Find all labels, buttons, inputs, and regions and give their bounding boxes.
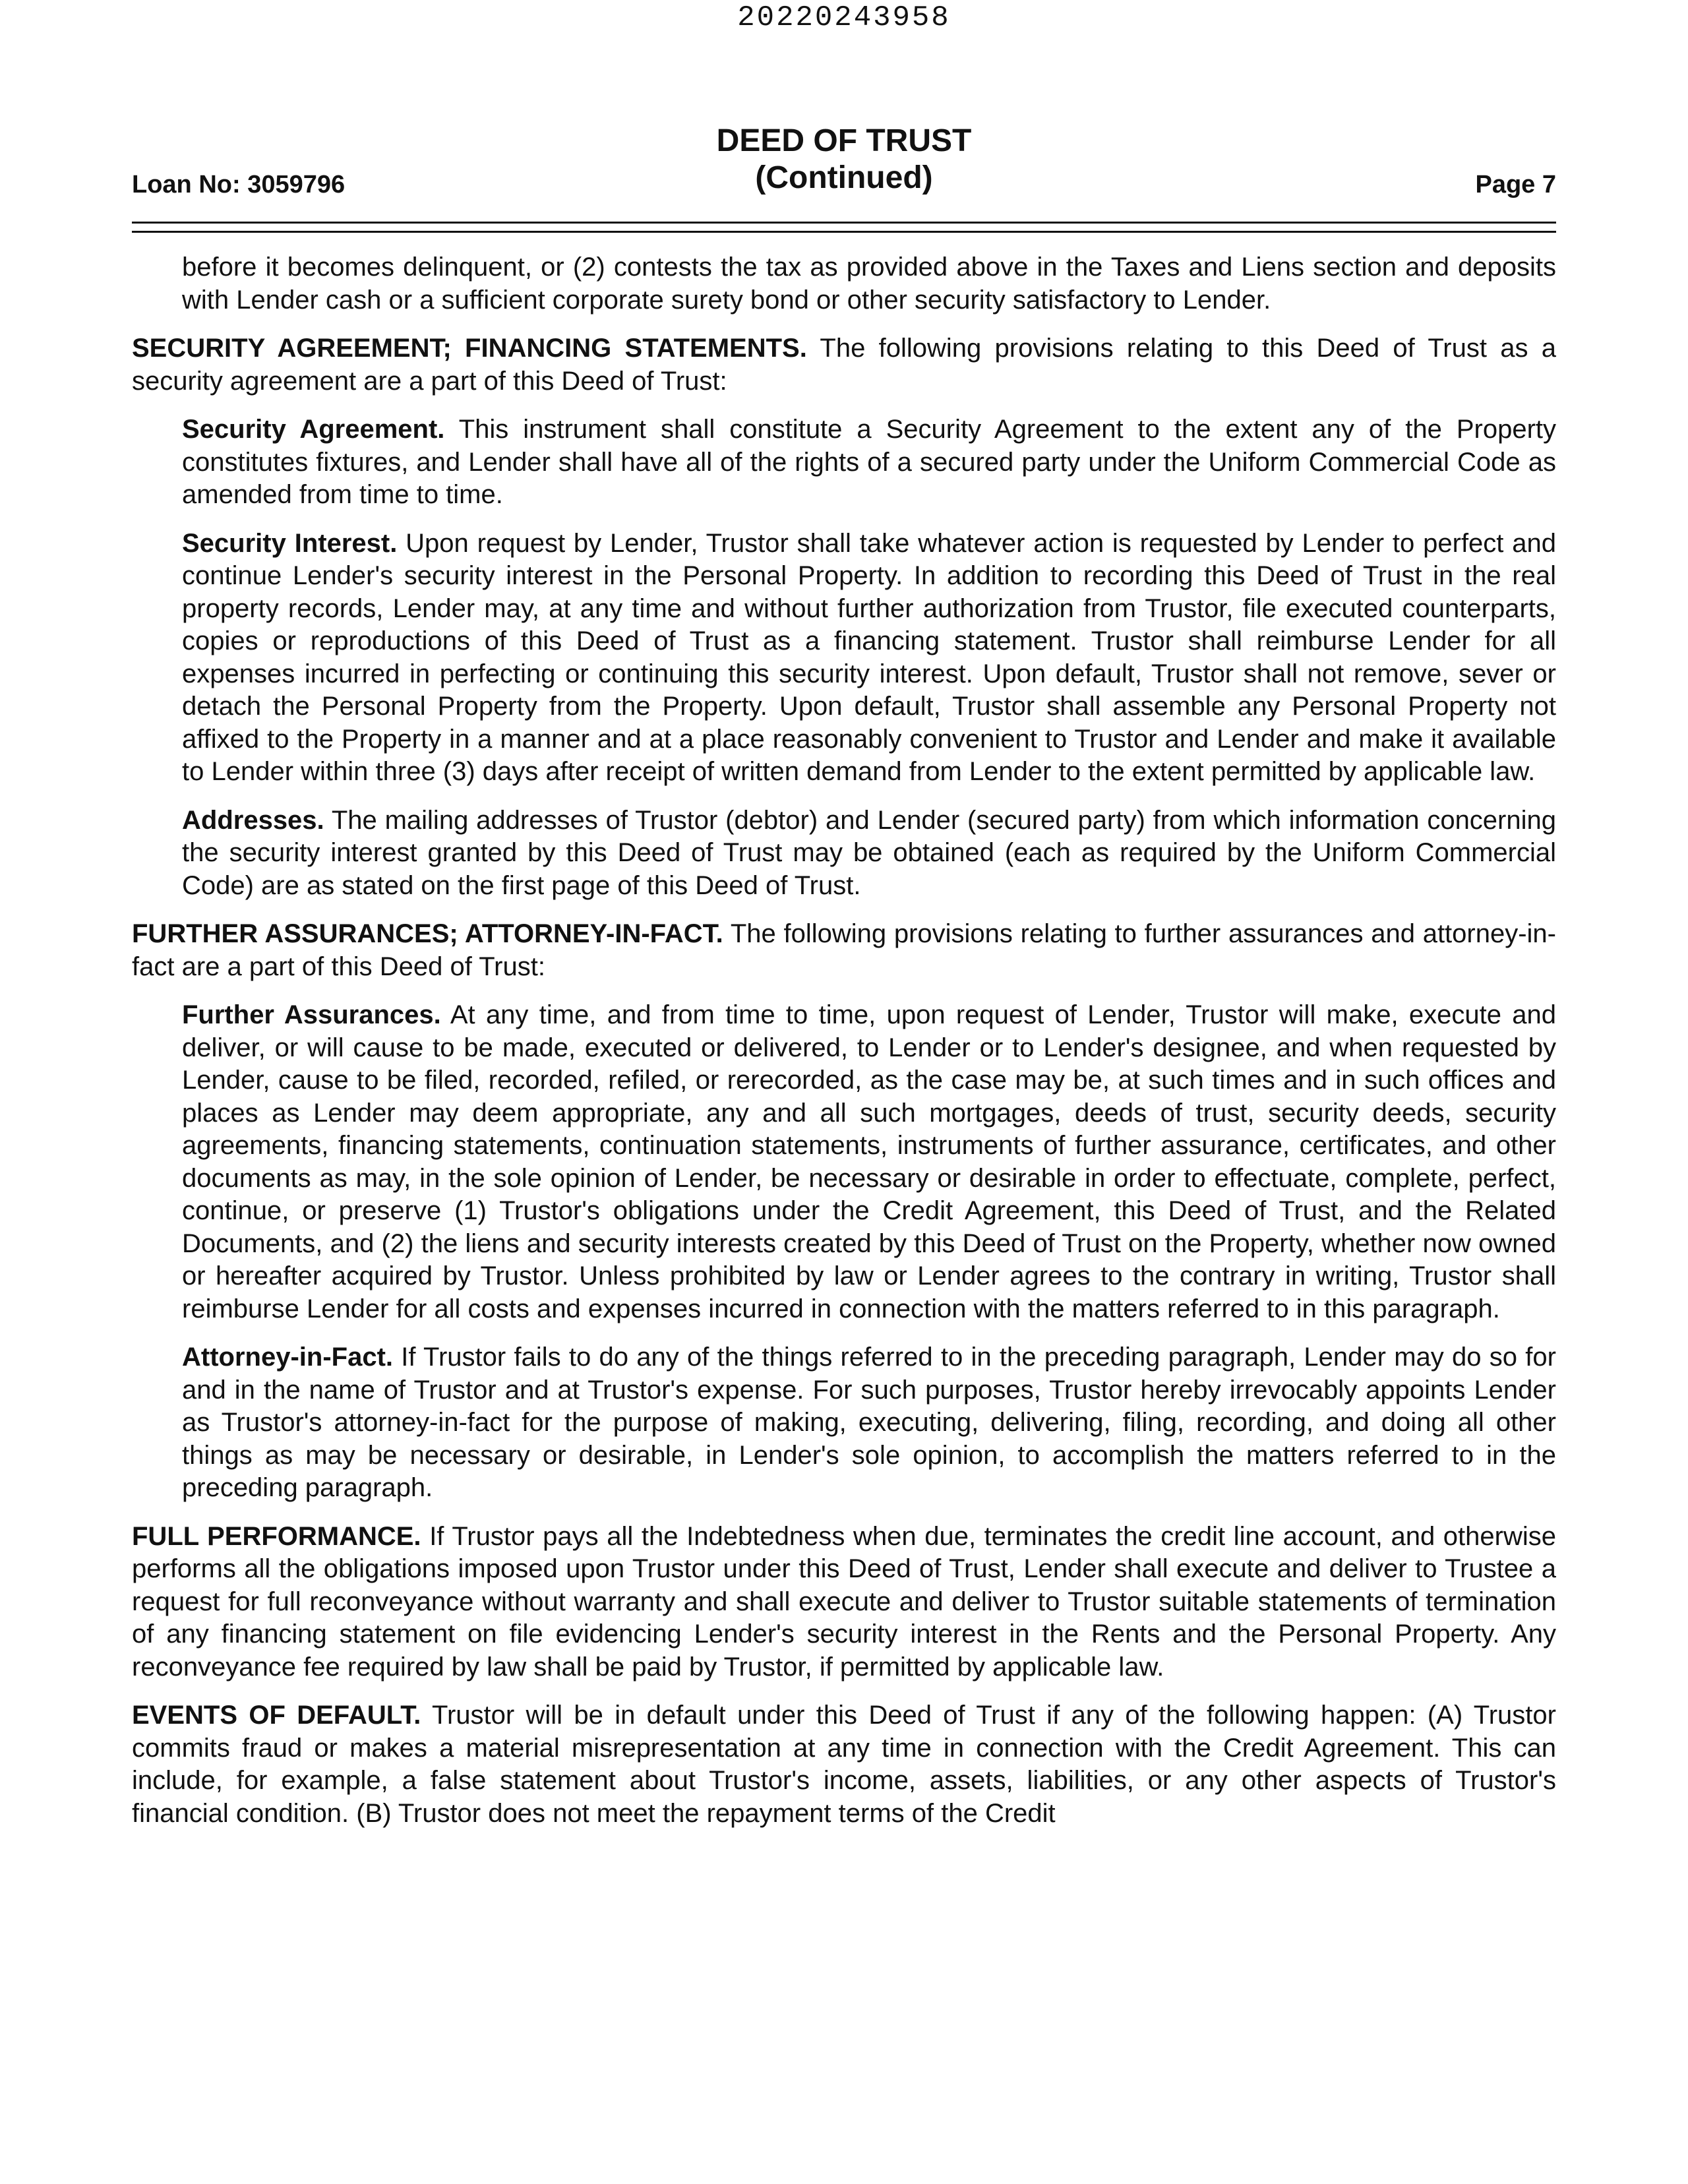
paragraph-text: Trustor will be in default under this Deed of Trust if any of the following happen: (A) Trustor commits fraud or makes a material misrepresentation at any time in connection with the Credit Agreement. This can include, for example, a false statement about Trustor's income, assets, liabilities, or any other aspects of Trustor's financial condition. (B) Trustor does not meet the repayment terms of the Credit [132,1701,1556,1828]
subsection-heading: Security Interest. [182,528,398,558]
paragraph-continuation [182,251,1556,317]
section-security-agreement-financing [132,332,1556,398]
document-title [132,123,1556,197]
subsection-heading: Security Agreement. [182,415,445,444]
title-line-2: (Continued) [755,160,933,195]
paragraph-text: The following provisions relating to further assurances and attorney-in-fact are a part of this Deed of Trust: [132,919,1557,981]
header-divider-top [132,222,1556,224]
paragraph-text: The mailing addresses of Trustor (debtor) and Lender (secured party) from which information concerning the security interest granted by this Deed of Trust may be obtained (each as required by the Uniform Commercial Code) are as stated on the first page of this Deed of Trust. [182,805,1556,900]
title-line-1: DEED OF TRUST [716,123,972,158]
section-further-assurances [132,918,1556,983]
section-heading: FULL PERFORMANCE. [132,1521,421,1551]
subsection-heading: Attorney-in-Fact. [182,1343,393,1372]
paragraph-text: If Trustor fails to do any of the things referred to in the preceding paragraph, Lender may do so for and in the name of Trustor and at Trustor's expense. For such purposes, Trustor hereby irrevocably appoints Lender as Trustor's attorney-in-fact for the purpose of making, executing, delivering, filing, recording, and doing all other things as may be necessary or desirable, in Lender's sole opinion, to accomplish the matters referred to in the preceding paragraph. [182,1343,1556,1502]
section-heading: EVENTS OF DEFAULT. [132,1701,421,1730]
subsection-security-interest [182,528,1556,789]
section-heading: SECURITY AGREEMENT; FINANCING STATEMENTS. [132,334,807,363]
paragraph-text: before it becomes delinquent, or (2) contests the tax as provided above in the Taxes and Liens section and deposits with Lender cash or a sufficient corporate surety bond or other security satisfactory to Lender. [182,253,1556,315]
paragraph-text: If Trustor pays all the Indebtedness when due, terminates the credit line account, and otherwise performs all the obligations imposed upon Trustor under this Deed of Trust, Lender shall execute and deliver to Trustee a request for full reconveyance without warranty and shall execute and deliver to Trustor suitable statements of termination of any financing statement on file evidencing Lender's security interest in the Rents and the Personal Property. Any reconveyance fee required by law shall be paid by Trustor, if permitted by applicable law. [132,1521,1557,1682]
page-header [132,123,1556,208]
paragraph-text: This instrument shall constitute a Security Agreement to the extent any of the Property constitutes fixtures, and Lender shall have all of the rights of a secured party under the Uniform Commercial Code as amended from time to time. [182,415,1557,509]
loan-number: Loan No: 3059796 [132,171,346,198]
paragraph-text: The following provisions relating to this Deed of Trust as a security agreement are a part of this Deed of Trust: [132,334,1557,396]
subsection-attorney-in-fact [182,1341,1556,1505]
paragraph-text: At any time, and from time to time, upon request of Lender, Trustor will make, execute and deliver, or will cause to be made, executed or delivered, to Lender or to Lender's designee, and when requested by Lender, cause to be filed, recorded, refiled, or rerecorded, as the case may be, at such times and in such offices and places as Lender may deem appropriate, any and all such mortgages, deeds of trust, security deeds, security agreements, financing statements, continuation statements, instruments of further assurance, certificates, and other documents as may, in the sole opinion of Lender, be necessary or desirable in order to effectuate, complete, perfect, continue, or preserve (1) Trustor's obligations under the Credit Agreement, this Deed of Trust, and the Related Documents, and (2) the liens and security interests created by this Deed of Trust on the Property, whether now owned or hereafter acquired by Trustor. Unless prohibited by law or Lender agrees to the contrary in writing, Trustor shall reimburse Lender for all costs and expenses incurred in connection with the matters referred to in this paragraph. [182,1000,1557,1323]
subsection-heading: Addresses. [182,805,324,835]
header-divider-bottom [132,231,1556,233]
page-number: Page 7 [1475,171,1556,198]
paragraph-text: Upon request by Lender, Trustor shall take whatever action is requested by Lender to perfect and continue Lender's security interest in the Personal Property. In addition to recording this Deed of Trust in the real property records, Lender may, at any time and without further authorization from Trustor, file executed counterparts, copies or reproductions of this Deed of Trust as a financing statement. Trustor shall reimburse Lender for all expenses incurred in perfecting or continuing this security interest. Upon default, Trustor shall not remove, sever or detach the Personal Property from the Property. Upon default, Trustor shall assemble any Personal Property not affixed to the Property in a manner and at a place reasonably convenient to Trustor and Lender and make it available to Lender within three (3) days after receipt of written demand from Lender to the extent permitted by applicable law. [182,528,1556,786]
section-full-performance [132,1521,1556,1684]
document-number: 20220243958 [737,1,951,34]
section-heading: FURTHER ASSURANCES; ATTORNEY-IN-FACT. [132,919,723,948]
subsection-heading: Further Assurances. [182,1000,441,1029]
document-body [132,251,1556,1846]
section-events-of-default [132,1699,1556,1830]
subsection-security-agreement [182,413,1556,512]
subsection-addresses [182,804,1556,903]
subsection-further-assurances [182,999,1556,1325]
